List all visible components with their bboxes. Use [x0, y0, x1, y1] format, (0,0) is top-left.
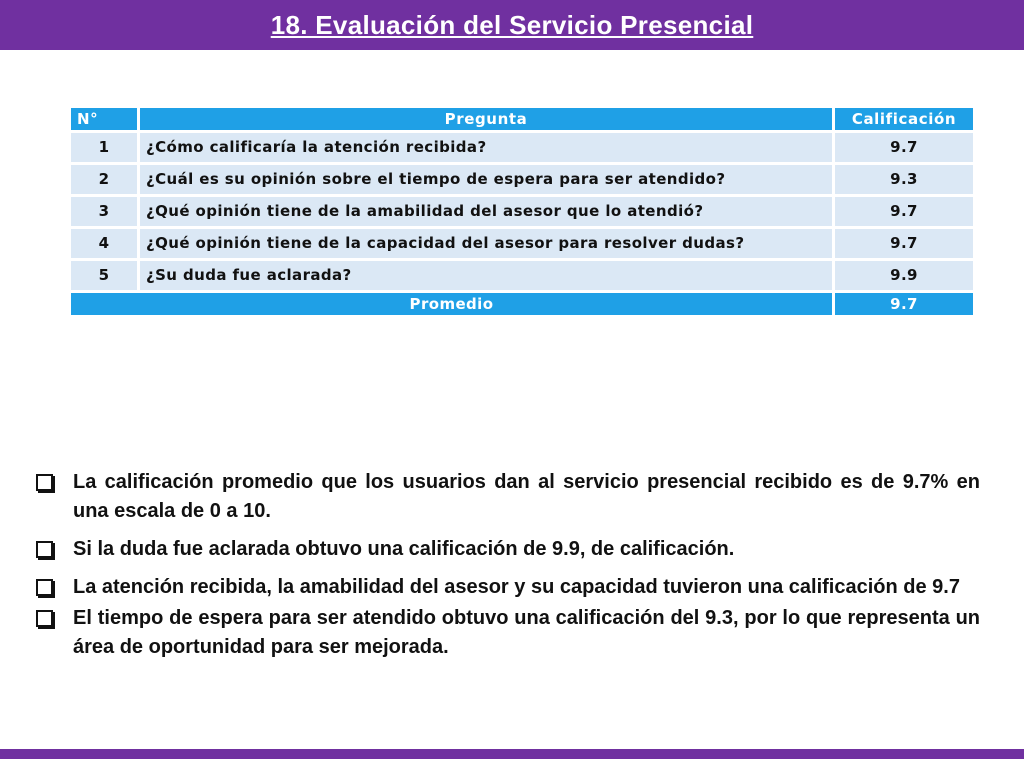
note-text: La calificación promedio que los usuarios dan al servicio presencial recibido es de 9.7% en una escala de 0 a 10. [73, 471, 980, 522]
note-text: El tiempo de espera para ser atendido obtuvo una calificación del 9.3, por lo que representa un área de oportunidad para ser mejorada. [73, 607, 980, 658]
row-number: 4 [71, 229, 137, 258]
row-score: 9.7 [835, 197, 973, 226]
list-item [36, 535, 980, 564]
column-header-score: Calificación [835, 108, 973, 130]
notes-list [36, 468, 980, 671]
note-text: La atención recibida, la amabilidad del asesor y su capacidad tuvieron una calificación de 9.7 [73, 576, 960, 598]
row-score: 9.7 [835, 229, 973, 258]
column-header-question: Pregunta [140, 108, 832, 130]
row-question: ¿Qué opinión tiene de la capacidad del asesor para resolver dudas? [140, 229, 832, 258]
table-row [71, 133, 973, 162]
evaluation-table [68, 105, 976, 318]
title-bar [0, 0, 1024, 50]
row-number: 1 [71, 133, 137, 162]
checkbox-bullet-icon [36, 579, 53, 596]
page-title: 18. Evaluación del Servicio Presencial [270, 9, 754, 40]
table-header-row [71, 108, 973, 130]
row-question: ¿Cuál es su opinión sobre el tiempo de espera para ser atendido? [140, 165, 832, 194]
list-item [36, 604, 980, 662]
bottom-bar [0, 749, 1024, 759]
row-score: 9.9 [835, 261, 973, 290]
average-row [71, 293, 973, 315]
average-label: Promedio [71, 293, 832, 315]
table-row [71, 229, 973, 258]
row-number: 5 [71, 261, 137, 290]
list-item [36, 468, 980, 526]
table-row [71, 261, 973, 290]
row-question: ¿Su duda fue aclarada? [140, 261, 832, 290]
row-number: 3 [71, 197, 137, 226]
table-row [71, 165, 973, 194]
row-score: 9.3 [835, 165, 973, 194]
checkbox-bullet-icon [36, 474, 53, 491]
average-score: 9.7 [835, 293, 973, 315]
row-question: ¿Qué opinión tiene de la amabilidad del asesor que lo atendió? [140, 197, 832, 226]
table-row [71, 197, 973, 226]
row-number: 2 [71, 165, 137, 194]
row-score: 9.7 [835, 133, 973, 162]
checkbox-bullet-icon [36, 541, 53, 558]
note-text: Si la duda fue aclarada obtuvo una calificación de 9.9, de calificación. [73, 538, 735, 560]
row-question: ¿Cómo calificaría la atención recibida? [140, 133, 832, 162]
list-item [36, 573, 980, 602]
checkbox-bullet-icon [36, 610, 53, 627]
column-header-number: N° [71, 108, 137, 130]
